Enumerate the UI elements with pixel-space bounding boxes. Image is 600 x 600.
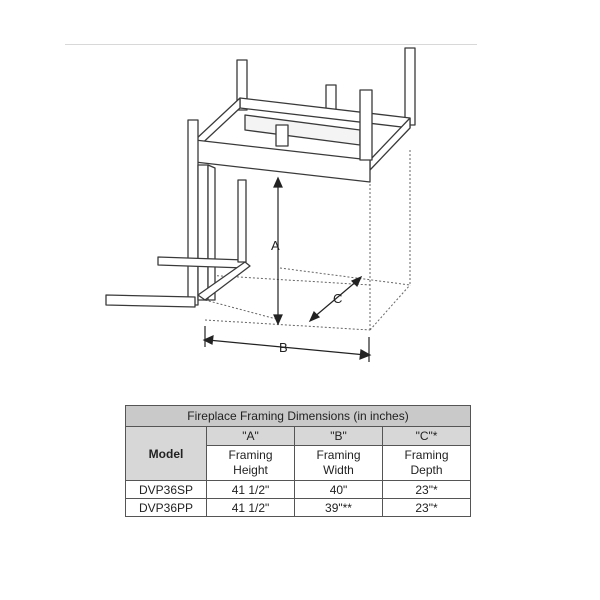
column-name-b: Framing Width <box>295 446 383 481</box>
width-cell: 39"** <box>295 499 383 517</box>
dimension-a-label: A <box>271 238 280 253</box>
table-row <box>126 481 471 499</box>
wood-frame <box>106 48 415 307</box>
height-cell: 41 1/2" <box>207 499 295 517</box>
framing-dimensions-table <box>125 405 471 517</box>
height-cell: 41 1/2" <box>207 481 295 499</box>
dimension-c-label: C <box>333 291 343 306</box>
width-cell: 40" <box>295 481 383 499</box>
column-name-a: Framing Height <box>207 446 295 481</box>
dotted-projection-lines <box>205 150 410 330</box>
dimension-b-label: B <box>279 340 288 355</box>
column-letter-a: "A" <box>207 427 295 446</box>
table-row <box>126 499 471 517</box>
model-cell: DVP36SP <box>126 481 207 499</box>
column-letter-b: "B" <box>295 427 383 446</box>
depth-cell: 23"* <box>383 481 471 499</box>
table-title: Fireplace Framing Dimensions (in inches) <box>126 406 471 427</box>
depth-cell: 23"* <box>383 499 471 517</box>
model-cell: DVP36PP <box>126 499 207 517</box>
model-header: Model <box>126 427 207 481</box>
column-letter-c: "C"* <box>383 427 471 446</box>
column-name-c: Framing Depth <box>383 446 471 481</box>
